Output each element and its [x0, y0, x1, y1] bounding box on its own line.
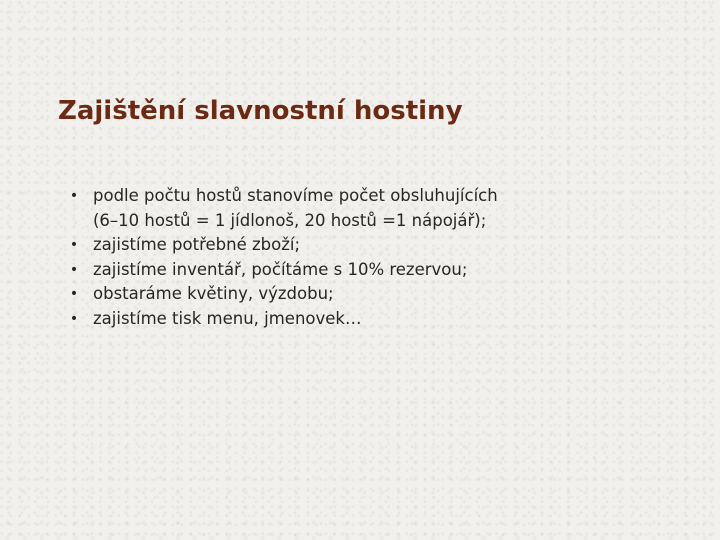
- bullet-text: zajistíme tisk menu, jmenovek…: [93, 308, 362, 328]
- list-item: [68, 258, 688, 283]
- bullet-icon: •: [69, 286, 79, 302]
- list-item: [68, 307, 688, 332]
- list-item: [68, 282, 688, 307]
- slide-title: Zajištění slavnostní hostiny: [58, 96, 463, 126]
- bullet-text: zajistíme inventář, počítáme s 10% rezervou;: [93, 259, 468, 279]
- bullet-icon: •: [69, 188, 79, 204]
- bullet-icon: •: [69, 261, 79, 278]
- bullet-text-continuation: (6–10 hostů = 1 jídlonoš, 20 hostů =1 nápojář);: [93, 210, 487, 230]
- bullet-text: podle počtu hostů stanovíme počet obsluhujících: [93, 186, 498, 205]
- bullet-list: [68, 184, 688, 331]
- bullet-text: zajistíme potřebné zboží;: [93, 235, 301, 254]
- bullet-text: obstaráme květiny, výzdobu;: [93, 284, 334, 303]
- bullet-icon: •: [69, 310, 79, 327]
- list-item: [68, 184, 688, 233]
- bullet-icon: •: [69, 237, 79, 253]
- list-item: [68, 233, 688, 258]
